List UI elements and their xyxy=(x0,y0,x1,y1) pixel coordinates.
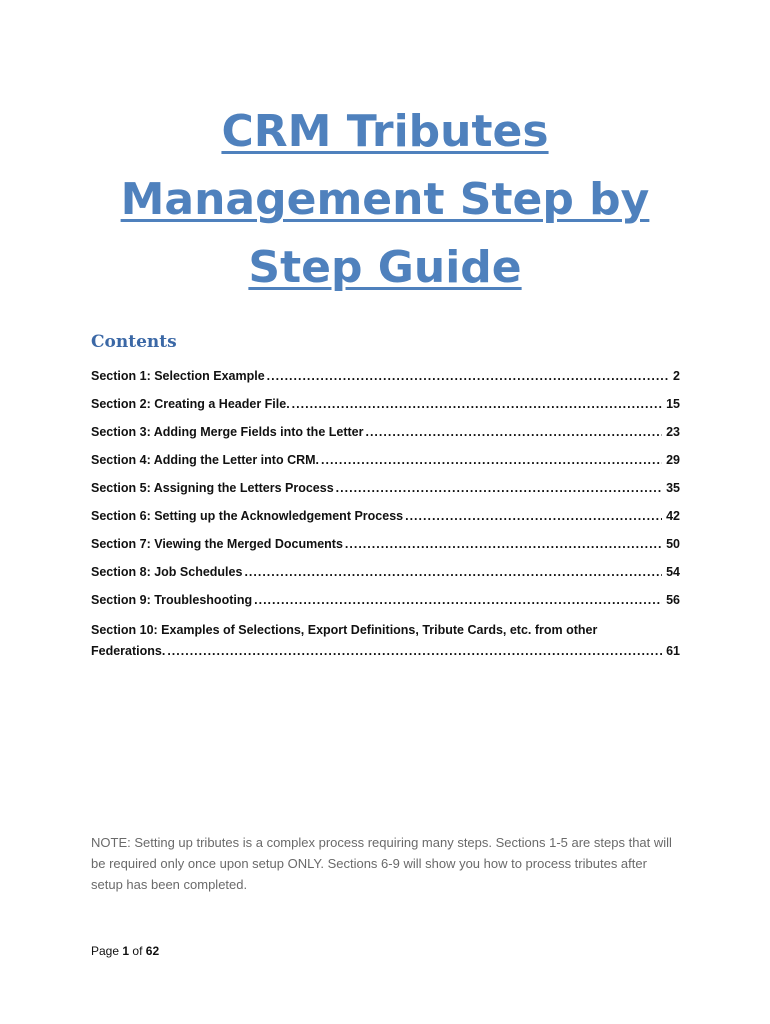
toc-dot-leader xyxy=(167,641,662,662)
toc-entry-section-4[interactable] xyxy=(91,440,680,468)
toc-entry-page: 42 xyxy=(666,509,680,523)
table-of-contents xyxy=(91,356,680,662)
toc-dot-leader xyxy=(365,424,662,440)
toc-entry-page: 50 xyxy=(666,537,680,551)
toc-dot-leader xyxy=(267,368,669,384)
toc-dot-leader xyxy=(345,536,662,552)
toc-dot-leader xyxy=(254,592,662,608)
toc-entry-page: 15 xyxy=(666,397,680,411)
toc-dot-leader xyxy=(321,452,662,468)
toc-entry-label: Section 2: Creating a Header File. xyxy=(91,397,290,411)
page-footer xyxy=(91,944,159,958)
footer-current-page: 1 xyxy=(122,944,130,958)
toc-entry-label: Section 1: Selection Example xyxy=(91,369,265,383)
toc-entry-label: Section 9: Troubleshooting xyxy=(91,593,253,607)
toc-entry-page: 29 xyxy=(666,453,680,467)
toc-entry-section-10[interactable] xyxy=(91,608,680,662)
contents-heading: Contents xyxy=(91,332,177,352)
footer-separator: of xyxy=(132,944,143,958)
toc-dot-leader xyxy=(336,480,662,496)
toc-entry-label: Section 3: Adding Merge Fields into the Letter xyxy=(91,425,364,439)
title-line-1: CRM Tributes xyxy=(221,106,549,157)
toc-entry-label: Section 8: Job Schedules xyxy=(91,565,243,579)
toc-entry-label: Section 6: Setting up the Acknowledgement Process xyxy=(91,509,404,523)
title-line-3: Step Guide xyxy=(248,242,522,293)
toc-entry-page: 54 xyxy=(666,565,680,579)
footer-total-pages: 62 xyxy=(145,944,160,958)
toc-entry-page: 61 xyxy=(666,644,680,658)
toc-entry-label: Section 4: Adding the Letter into CRM. xyxy=(91,453,320,467)
toc-dot-leader xyxy=(292,396,662,412)
toc-entry-section-1[interactable] xyxy=(91,356,680,384)
title-line-2: Management Step by xyxy=(120,174,650,225)
toc-entry-label: Section 5: Assigning the Letters Process xyxy=(91,481,334,495)
footer-page-prefix: Page xyxy=(91,944,120,958)
toc-entry-label: Section 7: Viewing the Merged Documents xyxy=(91,537,343,551)
toc-entry-line-2 xyxy=(91,641,680,662)
toc-entry-section-9[interactable] xyxy=(91,580,680,608)
toc-entry-page: 35 xyxy=(666,481,680,495)
toc-entry-section-2[interactable] xyxy=(91,384,680,412)
setup-note: NOTE: Setting up tributes is a complex process requiring many steps. Sections 1-5 are steps that will be required only once upon setup ONLY. Sections 6-9 will show you how to process tributes after setup has been completed. xyxy=(91,835,672,892)
document-title xyxy=(60,98,710,302)
toc-entry-page: 23 xyxy=(666,425,680,439)
toc-entry-section-5[interactable] xyxy=(91,468,680,496)
toc-entry-label-line-2: Federations. xyxy=(91,644,166,658)
toc-entry-section-8[interactable] xyxy=(91,552,680,580)
toc-dot-leader xyxy=(244,564,662,580)
toc-entry-section-6[interactable] xyxy=(91,496,680,524)
toc-entry-section-7[interactable] xyxy=(91,524,680,552)
toc-entry-label-line-1: Section 10: Examples of Selections, Export Definitions, Tribute Cards, etc. from other xyxy=(91,623,598,637)
toc-dot-leader xyxy=(405,508,662,524)
toc-entry-section-3[interactable] xyxy=(91,412,680,440)
toc-entry-page: 56 xyxy=(666,593,680,607)
toc-entry-page: 2 xyxy=(673,369,680,383)
